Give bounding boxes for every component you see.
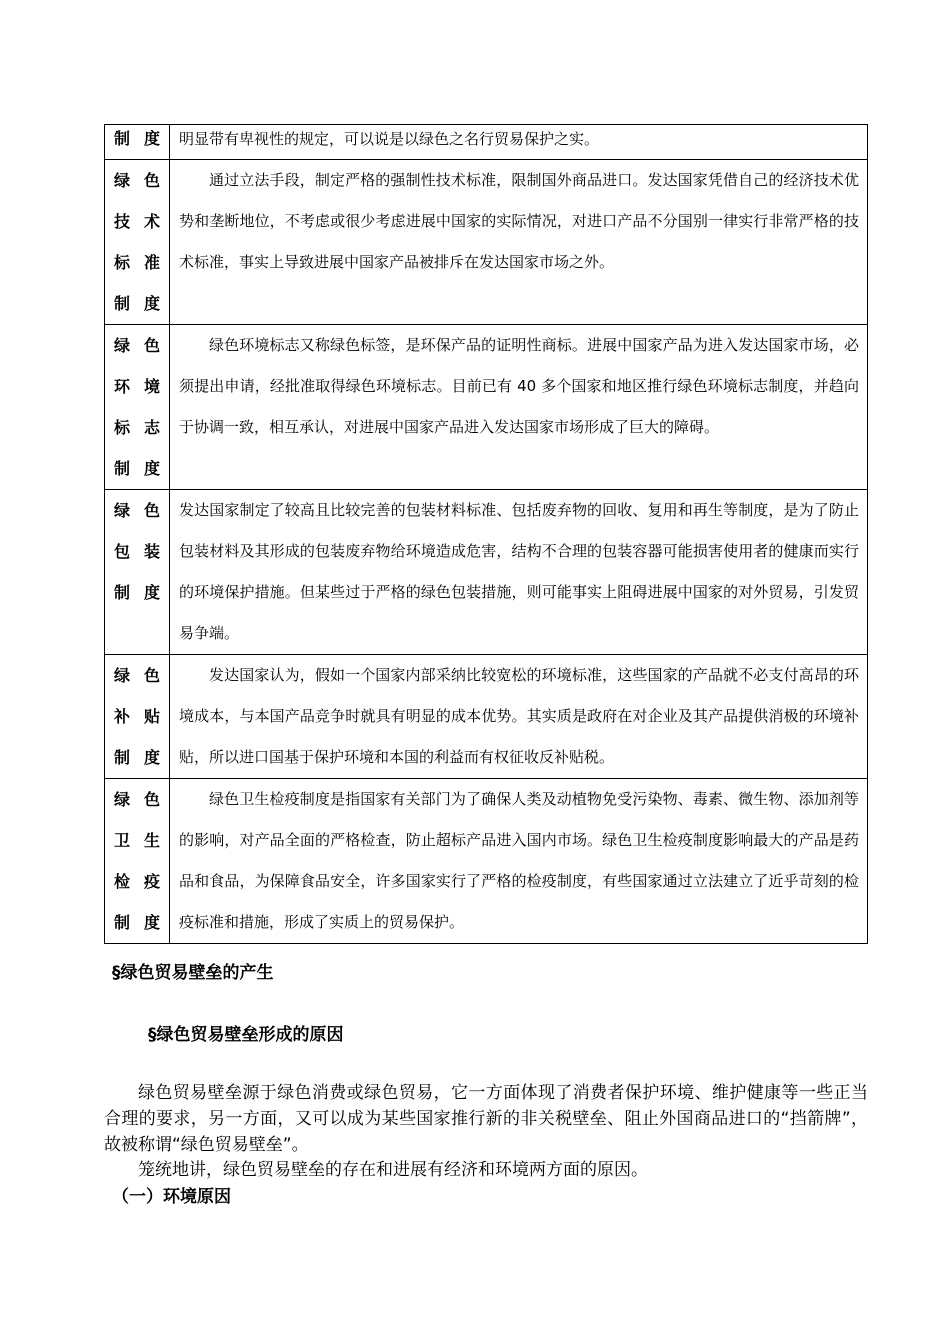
subheading-environment: （一）环境原因 [112,1187,231,1207]
row-content-cell [170,125,868,160]
row-label-line: 卫生 [114,831,160,850]
row-description: 通过立法手段，制定严格的强制性技术标准，限制国外商品进口。发达国家凭借自己的经济技术优势和垄断地位，不考虑或很少考虑进展中国家的实际情况，对进口产品不分国别一律实行非常严格的技术标准，事实上导致进展中国家产品被排斥在发达国家市场之外。 [179,171,859,271]
row-label-line: 绿色 [114,501,160,520]
subsection-heading-causes: §绿色贸易壁垒形成的原因 [148,1025,344,1045]
row-label-line: 制度 [114,913,160,932]
table-row [105,325,868,490]
row-label-line: 制度 [114,294,160,313]
paragraph-intro: 绿色贸易壁垒源于绿色消费或绿色贸易，它一方面体现了消费者保护环境、维护健康等一些正当合理的要求，另一方面，又可以成为某些国家推行新的非关税壁垒、阻止外国商品进口的“挡箭牌”，故被称谓“绿色贸易壁垒”。 [104,1083,868,1155]
row-description: 绿色卫生检疫制度是指国家有关部门为了确保人类及动植物免受污染物、毒素、微生物、添加剂等的影响，对产品全面的严格检查，防止超标产品进入国内市场。绿色卫生检疫制度影响最大的产品是药品和食品，为保障食品安全，许多国家实行了严格的检疫制度，有些国家通过立法建立了近乎苛刻的检疫标准和措施，形成了实质上的贸易保护。 [179,790,859,931]
row-label-line: 检疫 [114,872,160,891]
table-row [105,655,868,779]
row-content-cell [170,325,868,490]
row-description: 绿色环境标志又称绿色标签，是环保产品的证明性商标。进展中国家产品为进入发达国家市场，必须提出申请，经批准取得绿色环境标志。目前已有 40 多个国家和地区推行绿色环境标志制度，并趋向于协调一致，相互承认，对进展中国家产品进入发达国家市场形成了巨大的障碍。 [179,336,859,436]
table-row [105,779,868,944]
row-content-cell [170,490,868,655]
row-label-cell [105,325,170,490]
table-row [105,490,868,655]
row-description: 发达国家认为，假如一个国家内部采纳比较宽松的环境标准，这些国家的产品就不必支付高昂的环境成本，与本国产品竞争时就具有明显的成本优势。其实质是政府在对企业及其产品提供消极的环境补贴，所以进口国基于保护环境和本国的利益而有权征收反补贴税。 [179,666,859,766]
paragraph-summary: 笼统地讲，绿色贸易壁垒的存在和进展有经济和环境两方面的原因。 [138,1160,648,1180]
row-label-line: 技术 [114,212,160,231]
row-label-line: 包装 [114,542,160,561]
row-label-line: 补贴 [114,707,160,726]
table-row [105,125,868,160]
row-label-line: 绿色 [114,790,160,809]
row-label-line: 制度 [114,129,160,148]
row-content-cell [170,655,868,779]
table-row [105,160,868,325]
row-label-line: 绿色 [114,171,160,190]
row-label-cell [105,125,170,160]
row-label-cell [105,779,170,944]
row-label-line: 标志 [114,418,160,437]
row-content-cell [170,160,868,325]
row-label-cell [105,655,170,779]
row-label-line: 制度 [114,748,160,767]
row-label-cell [105,490,170,655]
row-content-cell [170,779,868,944]
section-heading-origin: §绿色贸易壁垒的产生 [112,963,274,983]
row-label-line: 制度 [114,583,160,602]
row-description: 发达国家制定了较高且比较完善的包装材料标准、包括废弃物的回收、复用和再生等制度，是为了防止包装材料及其形成的包装废弃物给环境造成危害，结构不合理的包装容器可能损害使用者的健康而实行的环境保护措施。但某些过于严格的绿色包装措施，则可能事实上阻碍进展中国家的对外贸易，引发贸易争端。 [179,501,859,642]
row-label-cell [105,160,170,325]
row-label-line: 绿色 [114,666,160,685]
row-description: 明显带有卑视性的规定，可以说是以绿色之名行贸易保护之实。 [179,130,600,148]
row-label-line: 绿色 [114,336,160,355]
row-label-line: 标准 [114,253,160,272]
green-barrier-table [104,124,868,944]
row-label-line: 环境 [114,377,160,396]
row-label-line: 制度 [114,459,160,478]
